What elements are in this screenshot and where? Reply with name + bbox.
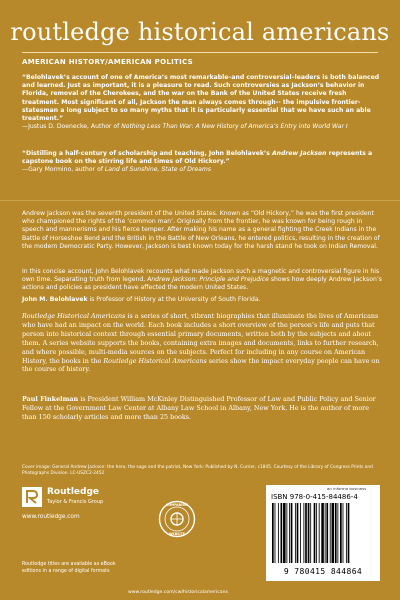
barcode-bar — [325, 503, 326, 563]
barcode-bar — [340, 503, 342, 563]
barcode-bar — [303, 503, 304, 563]
series-desc-text: is a series of short, vibrant biographies that illuminate the lives of Americans who have had an impact on the world. Each book includes a short overview of the person’s life and puts that person into historical context through essential primary documents, written both by the subjects and about them. A series website supports the books, containing extra images and documents, links to further research, and where possible, multi-media sources on the subjects. Perfect for including in any course on American History, the books in the — [22, 312, 379, 365]
blurb2-post: shows how deeply Andrew Jackson’s actions and policies as president have affected the modern United States. — [22, 276, 382, 292]
isbn-label: ISBN 978-0-415-84486-4 — [271, 493, 358, 501]
blurb2-pre: In this concise account, John Belohlavek recounts what made Jackson such a magnetic and controversial figure in his own time. Separating truth from legend, — [22, 268, 380, 284]
barcode-bar — [283, 503, 286, 563]
series-description — [22, 312, 382, 374]
cover-image-credit: Cover image: General Andrew Jackson: the hero, the sage and the patriot, New York: Published by N. Currier, c1845. Courtesy of the Library of Congress Prints and Photographs Division. LC-USZC2-2452 — [22, 465, 373, 476]
series-website-url[interactable]: www.routledge.com/cw/historicalamericans — [128, 590, 228, 595]
praise-quote-2 — [22, 150, 382, 175]
barcode-bar — [321, 503, 324, 563]
companion-website-badge-icon — [158, 500, 196, 538]
category-label: AMERICAN HISTORY/AMERICAN POLITICS — [22, 58, 193, 66]
barcode-bar — [278, 503, 279, 563]
routledge-logo-icon — [22, 487, 42, 507]
book-blurb-1: Andrew Jackson was the seventh president of the United States. Known as “Old Hickory,” he was the first president who championed the rights of the ‘common man’. Originally from the frontier, he was known for being rough in speech and mannerisms and his fierce temper. After making his name as a general fighting the Creek Indians in the Battle of Horseshoe Bend and the British in the Battle of New Orleans, he entered politics, resulting in the creation of the modern Democratic Party. However, Jackson is best known today for the harsh stand he took on Indian Removal. — [22, 210, 380, 250]
barcode-bar — [272, 503, 274, 563]
praise-attribution-2: —Gary Mormino, author of — [22, 166, 105, 174]
informa-tagline: an informa business — [327, 486, 367, 491]
middle-divider — [0, 200, 400, 201]
editor-bio-text: is President William McKinley Distinguished Professor of Law and Public Policy and Senior Fellow at the Government Law Center at Albany Law School in Albany, New York. He is the author of more than 150 scholarly articles and more than 25 books. — [22, 395, 376, 421]
barcode-bar — [289, 503, 290, 563]
top-divider — [22, 52, 378, 53]
barcode-bar — [316, 503, 317, 563]
series-title: routledge historical americans — [10, 18, 390, 46]
author-bio-text: is Professor of History at the University of South Florida. — [87, 296, 261, 303]
barcode-bar — [308, 503, 310, 563]
editor-name: Paul Finkelman — [22, 395, 79, 403]
barcode-bar — [305, 503, 307, 563]
ebook-note: Routledge titles are available as eBook editions in a range of digital formats — [22, 562, 116, 574]
companion-badge-top: COMPANION — [166, 503, 188, 508]
barcode-bar — [319, 503, 320, 563]
praise-attribution-1: —Justus D. Doenecke, Author of — [22, 123, 122, 131]
barcode-bar — [310, 503, 311, 563]
barcode-bar — [275, 503, 276, 563]
praise-text-2-pre: “Distilling a half-century of scholarship and teaching, John Belohlavek’s — [22, 150, 272, 157]
praise-text-2-post: represents a capstone book on the stirring life and times of Old Hickory.” — [22, 150, 373, 166]
companion-badge-bottom: WEBSITE — [169, 531, 185, 536]
publisher-group: Taylor & Francis Group — [47, 499, 104, 505]
book-blurb-2 — [22, 268, 382, 293]
barcode-bar — [291, 503, 293, 563]
barcode-graphic — [268, 503, 378, 565]
barcode-bar — [326, 503, 328, 563]
barcode-digits: 9 780415 844864 — [283, 567, 363, 576]
praise-text-1: “Belohlavek’s account of one of America’s most remarkable–and controversial–leaders is both balanced and learned. Just as important, it is a pleasure to read. Such controversies as Jackson’s behavior in Florida, removal of the Cherokees, and the war on the Bank of the United States receive fresh treatment. Most significant of all, Jackson the man always comes through-- the impulsive frontier-statesman a long subject to so many myths that it is particularly essential that we have such an able treatment.” — [22, 74, 380, 123]
barcode-bar — [330, 503, 331, 563]
barcode-bar — [348, 503, 350, 563]
author-bio — [22, 296, 382, 304]
barcode-bar — [286, 503, 287, 563]
barcode-bar — [295, 503, 296, 563]
series-name-italic-2: Routledge Historical Americans — [103, 356, 207, 365]
barcode-bar — [297, 503, 299, 563]
barcode-bar — [346, 503, 347, 563]
praise-quote-1 — [22, 74, 382, 131]
barcode-bar — [332, 503, 335, 563]
barcode-bar — [343, 503, 344, 563]
series-name-italic: Routledge Historical Americans — [22, 312, 126, 320]
publisher-name: Routledge — [47, 487, 100, 497]
barcode-bar — [300, 503, 301, 563]
blurb2-title: Andrew Jackson: Principle and Prejudice — [147, 276, 269, 284]
praise-work-2: Land of Sunshine, State of Dreams — [104, 166, 211, 174]
series-desc-end: series show the impact everyday people can have on the course of history. — [22, 356, 380, 374]
barcode-bar — [314, 503, 316, 563]
barcode-bar — [335, 503, 337, 563]
barcode-bar — [337, 503, 338, 563]
praise-work-1: Nothing Less Than War: A New History of America’s Entry into World War I — [121, 123, 348, 131]
publisher-url[interactable]: www.routledge.com — [22, 514, 80, 520]
praise-text-2-title: Andrew Jackson — [271, 150, 327, 157]
series-editor-bio — [22, 395, 382, 422]
barcode-bar — [281, 503, 283, 563]
author-name: John M. Belohlavek — [22, 296, 88, 303]
